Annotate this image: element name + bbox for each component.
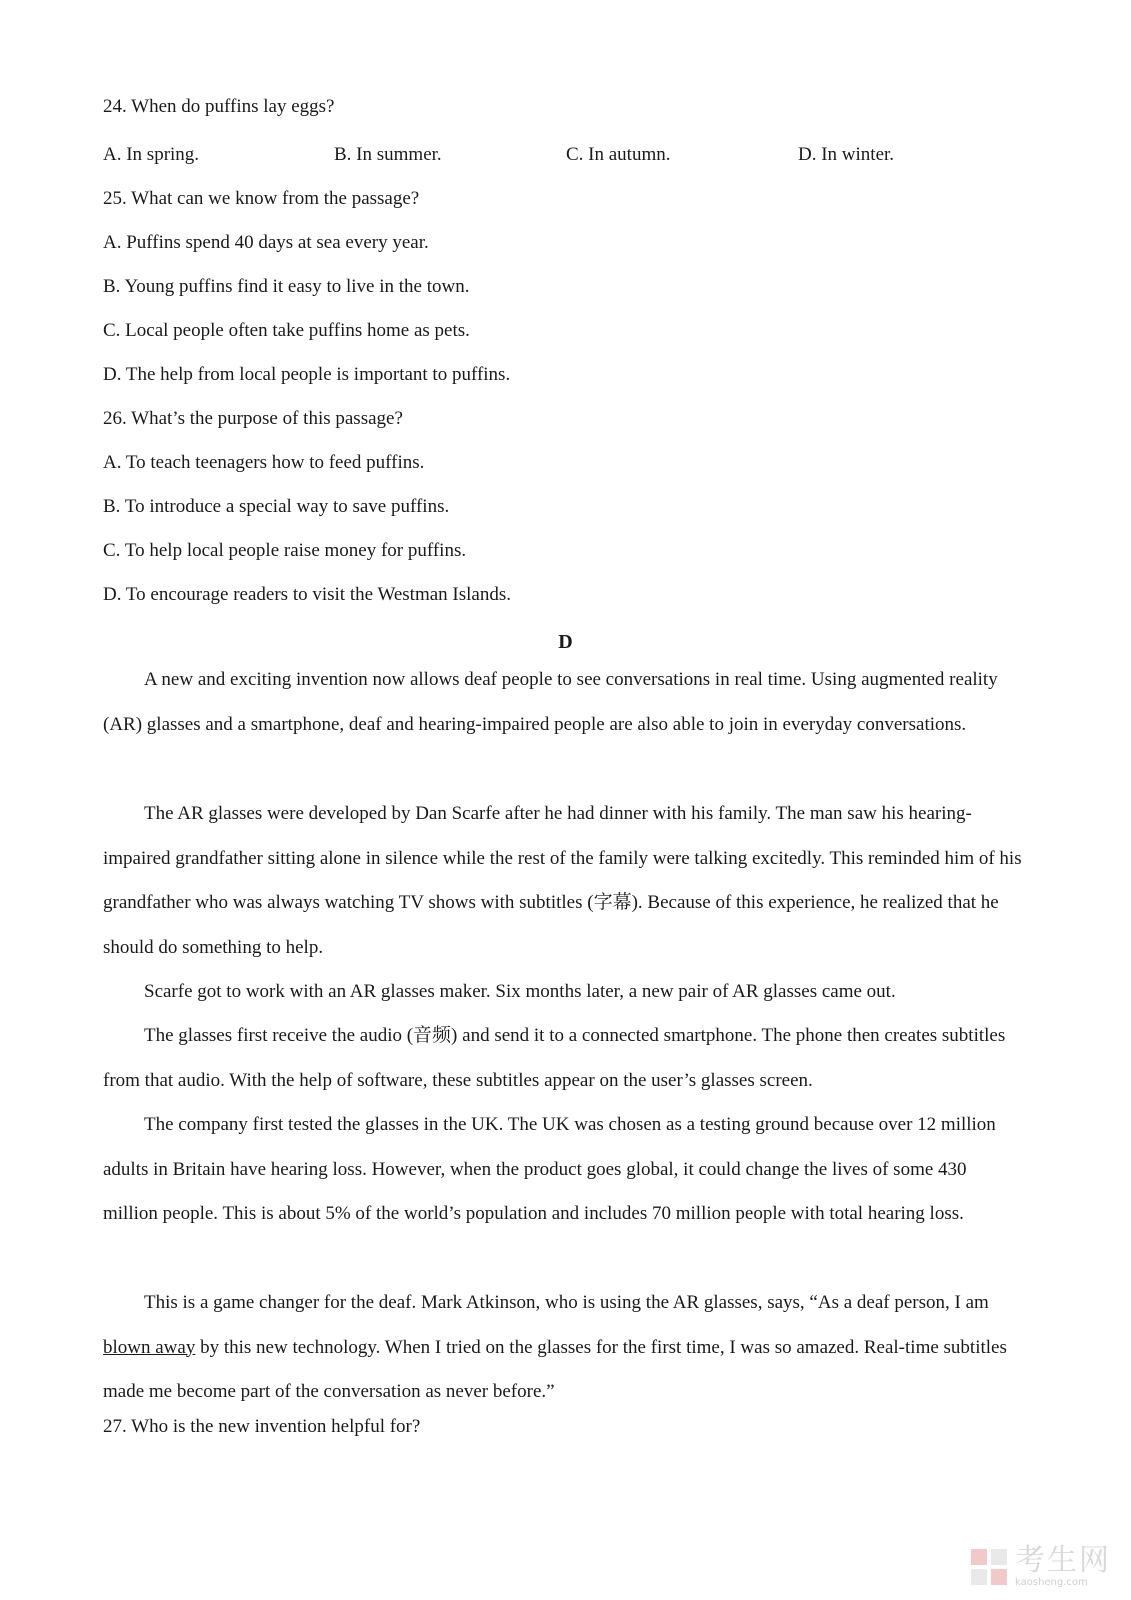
passage-paragraph-1 <box>103 658 1023 747</box>
q24-option-c: C. In autumn. <box>566 144 671 165</box>
passage-paragraph-3 <box>103 970 1023 1015</box>
watermark-cn: 考生网 <box>1015 1543 1111 1578</box>
quote-tail-text: by this new technology. When I tried on the glasses for the first time, I was so amazed. Real-time subtitles made me become part of the conversation as never before.” <box>103 1336 1007 1402</box>
q25-option-b: B. Young puffins find it easy to live in the town. <box>103 276 470 297</box>
q26-option-d: D. To encourage readers to visit the Westman Islands. <box>103 584 511 605</box>
watermark-logo-icon <box>969 1547 1009 1587</box>
underlined-phrase: blown away <box>103 1336 196 1358</box>
paragraph-text: The company first tested the glasses in the UK. The UK was chosen as a testing ground because over 12 million adults in Britain have hearing loss. However, when the product goes global, it could change the lives of some 430 million people. This is about 5% of the world’s population and includes 70 million people with total hearing loss. <box>103 1114 996 1224</box>
q24-option-d: D. In winter. <box>798 144 895 165</box>
q25-option-d: D. The help from local people is important to puffins. <box>103 364 511 385</box>
q26-option-c: C. To help local people raise money for puffins. <box>103 540 467 561</box>
paragraph-text: A new and exciting invention now allows deaf people to see conversations in real time. Using augmented reality (AR) glasses and a smartphone, deaf and hearing-impaired people are also able to join in everyday conversations. <box>103 669 998 735</box>
paragraph-text: The AR glasses were developed by Dan Scarfe after he had dinner with his family. The man saw his hearing-impaired grandfather sitting alone in silence while the rest of the family were talking excitedly. This reminded him of his grandfather who was always watching TV shows with subtitles (字幕). Because of this experience, he realized that he should do something to help. <box>103 803 1022 958</box>
watermark <box>969 1543 1111 1588</box>
paragraph-text <box>103 1281 1023 1415</box>
paragraph-text: The glasses first receive the audio (音频) and send it to a connected smartphone. The phone then creates subtitles from that audio. With the help of software, these subtitles appear on the user’s glasses screen. <box>103 1025 1006 1091</box>
passage-paragraph-2 <box>103 792 1023 970</box>
question-24: 24. When do puffins lay eggs? <box>103 96 335 117</box>
q25-option-c: C. Local people often take puffins home as pets. <box>103 320 470 341</box>
q26-option-a: A. To teach teenagers how to feed puffins. <box>103 452 425 473</box>
section-heading: D <box>558 631 573 653</box>
passage-paragraph-5 <box>103 1103 1023 1237</box>
q26-option-b: B. To introduce a special way to save puffins. <box>103 496 450 517</box>
passage-paragraph-6 <box>103 1281 1023 1415</box>
question-27: 27. Who is the new invention helpful for? <box>103 1416 421 1437</box>
passage-paragraph-4 <box>103 1014 1023 1103</box>
paragraph-text: Scarfe got to work with an AR glasses maker. Six months later, a new pair of AR glasses came out. <box>144 981 896 1002</box>
q24-option-b: B. In summer. <box>334 144 442 165</box>
q25-option-a: A. Puffins spend 40 days at sea every year. <box>103 232 429 253</box>
q24-option-a: A. In spring. <box>103 144 200 165</box>
watermark-en: kaosheng.com <box>1015 1577 1088 1588</box>
question-25: 25. What can we know from the passage? <box>103 188 420 209</box>
question-26: 26. What’s the purpose of this passage? <box>103 408 403 429</box>
quote-lead-text: This is a game changer for the deaf. Mark Atkinson, who is using the AR glasses, says, “As a deaf person, I am <box>144 1292 989 1313</box>
